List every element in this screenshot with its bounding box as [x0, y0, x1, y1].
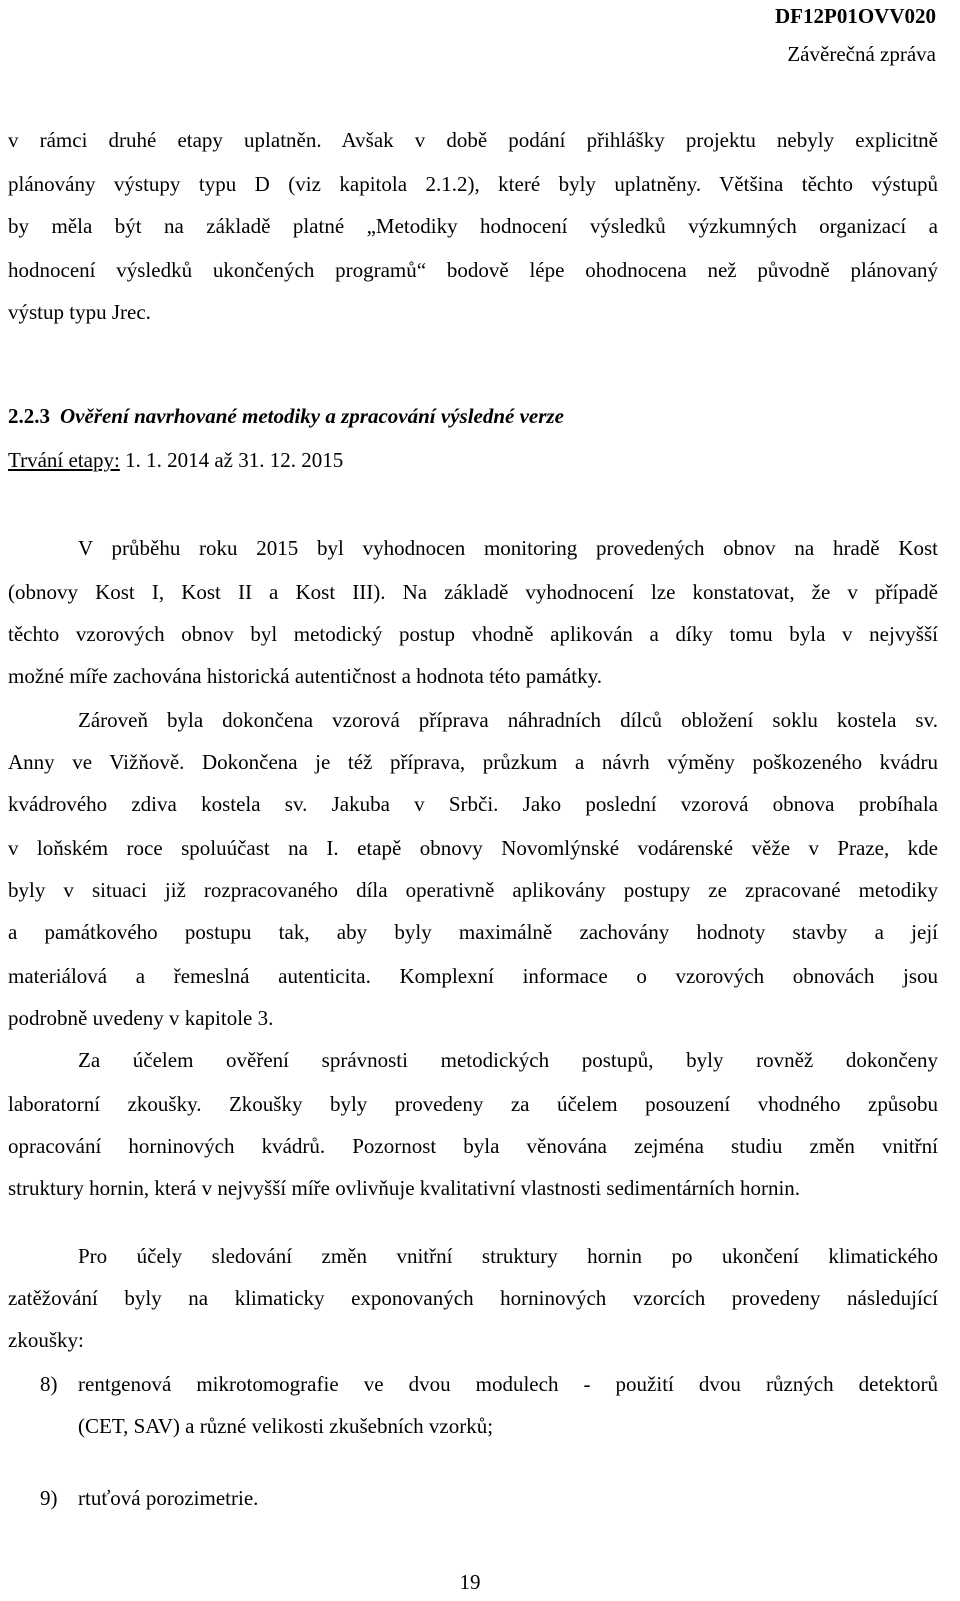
text-line: podrobně uvedeny v kapitole 3. — [8, 1006, 274, 1030]
text-line: Pro účely sledování změn vnitřní struktury hornin po ukončení klimatického — [78, 1244, 938, 1268]
text-line: zatěžování byly na klimaticky exponovaných horninových vzorcích provedeny následující — [8, 1286, 938, 1310]
section-title: Ověření navrhované metodiky a zpracování výsledné verze — [60, 404, 564, 428]
text-line: laboratorní zkoušky. Zkoušky byly provedeny za účelem posouzení vhodného způsobu — [8, 1092, 938, 1116]
duration-label: Trvání etapy: — [8, 448, 120, 472]
text-line: zkoušky: — [8, 1328, 84, 1352]
text-line: struktury hornin, která v nejvyšší míře ovlivňuje kvalitativní vlastnosti sedimentárních hornin. — [8, 1176, 801, 1200]
page-number: 19 — [459, 1570, 481, 1594]
text-line: V průběhu roku 2015 byl vyhodnocen monitoring provedených obnov na hradě Kost — [78, 536, 938, 560]
text-line: byly v situaci již rozpracovaného díla operativně aplikovány postupy ze zpracované metodiky — [8, 878, 938, 902]
list-item-number: 8) — [40, 1372, 58, 1396]
text-line: Za účelem ověření správnosti metodických postupů, byly rovněž dokončeny — [78, 1048, 938, 1072]
list-item-text: rtuťová porozimetrie. — [78, 1486, 259, 1510]
list-item-number: 9) — [40, 1486, 58, 1510]
text-line: a památkového postupu tak, aby byly maximálně zachovány hodnoty stavby a její — [8, 920, 938, 944]
document-title: Závěrečná zpráva — [787, 42, 936, 66]
section-number: 2.2.3 — [8, 404, 50, 428]
duration-value: 1. 1. 2014 až 31. 12. 2015 — [125, 448, 344, 472]
document-code: DF12P01OVV020 — [775, 4, 936, 28]
text-line: Zároveň byla dokončena vzorová příprava náhradních dílců obložení soklu kostela sv. — [78, 708, 938, 732]
text-line: hodnocení výsledků ukončených programů“ bodově lépe ohodnocena než původně plánovaný — [8, 258, 938, 282]
text-line: kvádrového zdiva kostela sv. Jakuba v Srbči. Jako poslední vzorová obnova probíhala — [8, 792, 938, 816]
list-item-text: (CET, SAV) a různé velikosti zkušebních vzorků; — [78, 1414, 494, 1438]
text-line: možné míře zachována historická autentičnost a hodnota této památky. — [8, 664, 603, 688]
list-item-text: rentgenová mikrotomografie ve dvou modulech - použití dvou různých detektorů — [78, 1372, 938, 1396]
text-line: v loňském roce spoluúčast na I. etapě obnovy Novomlýnské vodárenské věže v Praze, kde — [8, 836, 938, 860]
text-line: těchto vzorových obnov byl metodický postup vhodně aplikován a díky tomu byla v nejvyšší — [8, 622, 938, 646]
text-line: výstup typu Jrec. — [8, 300, 151, 324]
text-line: plánovány výstupy typu D (viz kapitola 2.1.2), které byly uplatněny. Většina těchto výstupů — [8, 172, 938, 196]
text-line: by měla být na základě platné „Metodiky hodnocení výsledků výzkumných organizací a — [8, 214, 938, 238]
text-line: Anny ve Vižňově. Dokončena je též příprava, průzkum a návrh výměny poškozeného kvádru — [8, 750, 938, 774]
stage-duration — [8, 446, 343, 474]
text-line: opracování horninových kvádrů. Pozornost byla věnována zejména studiu změn vnitřní — [8, 1134, 938, 1158]
section-heading — [8, 402, 564, 430]
text-line: materiálová a řemeslná autenticita. Komplexní informace o vzorových obnovách jsou — [8, 964, 938, 988]
text-line: (obnovy Kost I, Kost II a Kost III). Na základě vyhodnocení lze konstatovat, že v případě — [8, 580, 938, 604]
text-line: v rámci druhé etapy uplatněn. Avšak v době podání přihlášky projektu nebyly explicitně — [8, 128, 938, 152]
